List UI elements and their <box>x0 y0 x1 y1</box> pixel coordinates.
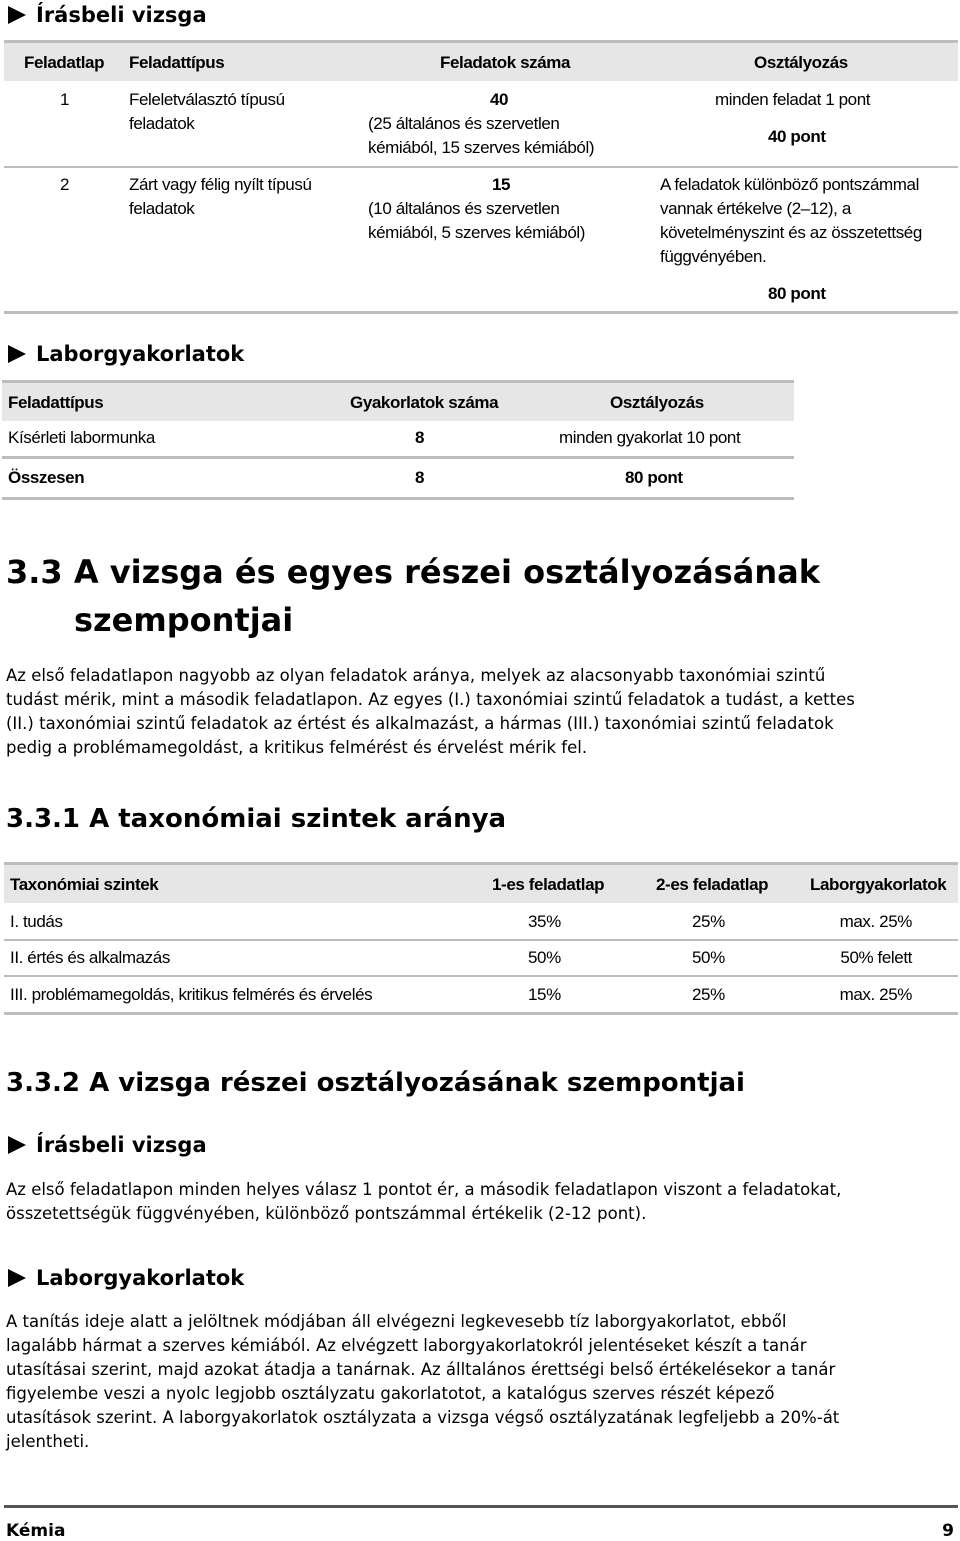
section-3-3-2-title: 3.3.2 A vizsga részei osztályozásának szempontjai <box>6 1068 745 1098</box>
points-total: 80 pont <box>768 284 826 303</box>
grading-text: A feladatok különböző pontszámmal <box>660 175 919 194</box>
grading-text: minden feladat 1 pont <box>715 90 871 109</box>
header-cell: Osztályozás <box>754 53 848 72</box>
value-cell: 50% <box>528 948 561 967</box>
footer-subject: Kémia <box>6 1521 66 1541</box>
lab-paragraph <box>6 1310 956 1454</box>
header-cell: 2-es feladatlap <box>656 875 769 894</box>
triangle-bullet-icon <box>8 345 26 363</box>
triangle-bullet-icon <box>8 1136 26 1154</box>
paragraph-line: (II.) taxonómiai szintű feladatok az értést és alkalmazást, a hármas (III.) taxonómiai szintű feladatok <box>6 714 834 733</box>
paragraph-line: lagalább hármat a szerves kémiából. Az elvégzett laborgyakorlatokról jelentéseket készít a tanár <box>6 1336 807 1355</box>
paragraph-line: Az első feladatlapon nagyobb az olyan feladatok aránya, melyek az alacsonyabb taxonómiai szintű <box>6 666 826 685</box>
value-cell: 50% felett <box>840 948 912 967</box>
total-label: Összesen <box>8 468 85 487</box>
section-3-3-paragraph <box>6 664 956 760</box>
paragraph-line: tudást mérik, mint a második feladatlapon. Az egyes (I.) taxonómiai szintű feladatok a tudást, a kettes <box>6 690 855 709</box>
header-cell: Gyakorlatok száma <box>350 393 499 412</box>
level-cell: II. értés és alkalmazás <box>10 948 170 967</box>
header-cell: Taxonómiai szintek <box>10 875 159 894</box>
task-count-detail: kémiából, 15 szerves kémiából) <box>368 138 595 157</box>
grading-text: követelményszint és az összetettség <box>660 223 922 242</box>
header-cell: Osztályozás <box>610 393 704 412</box>
total-points: 80 pont <box>625 468 683 487</box>
task-type: feladatok <box>129 199 195 218</box>
paragraph-line: összetettségük függvényében, különböző pontszámmal értékelik (2-12 pont). <box>6 1204 647 1223</box>
value-cell: max. 25% <box>839 912 912 931</box>
paragraph-line: utasítások szerint. A laborgyakorlatok osztályzata a vizsga végső osztályzatának legfeljebb a 20%-át <box>6 1408 840 1427</box>
task-type: feladatok <box>129 114 195 133</box>
paragraph-line: figyelembe veszi a nyolc legjobb osztályzatu gakorlatotot, a katalógus szerves részét képező <box>6 1384 775 1403</box>
task-count-detail: kémiából, 5 szerves kémiából) <box>368 223 586 242</box>
task-count: 40 <box>490 90 509 109</box>
header-cell: Laborgyakorlatok <box>810 875 947 894</box>
header-cell: Feladatok száma <box>440 53 571 72</box>
value-cell: 15% <box>528 985 561 1004</box>
lab-heading: Laborgyakorlatok <box>8 342 244 366</box>
table-header <box>4 865 958 903</box>
title-line: szempontjai <box>74 601 294 639</box>
value-cell: 35% <box>528 912 561 931</box>
row-grading: minden gyakorlat 10 pont <box>559 428 741 447</box>
sheet-number: 2 <box>60 175 70 194</box>
row-type: Kísérleti labormunka <box>8 428 155 447</box>
level-cell: III. problémamegoldás, kritikus felmérés és érvelés <box>10 985 373 1004</box>
task-count: 15 <box>492 175 511 194</box>
value-cell: 25% <box>692 912 725 931</box>
grading-text: vannak értékelve (2–12), a <box>660 199 851 218</box>
task-count-detail: (10 általános és szervetlen <box>368 199 560 218</box>
value-cell: 50% <box>692 948 725 967</box>
value-cell: 25% <box>692 985 725 1004</box>
points-total: 40 pont <box>768 127 826 146</box>
paragraph-line: pedig a problémamegoldást, a kritikus felmérést és érvelést mérik fel. <box>6 738 588 757</box>
paragraph-line: jelentheti. <box>6 1432 90 1451</box>
header-cell: Feladattípus <box>8 393 104 412</box>
footer-divider <box>4 1505 958 1508</box>
table-header <box>4 43 958 81</box>
triangle-bullet-icon <box>8 1269 26 1287</box>
title-line: 3.3 A vizsga és egyes részei osztályozásának <box>6 553 820 591</box>
sheet-number: 1 <box>60 90 70 109</box>
paragraph-line: A tanítás ideje alatt a jelöltnek módjában áll elvégezni legkevesebb tíz laborgyakorlatot, ebből <box>6 1312 787 1331</box>
section-3-3-1-title: 3.3.1 A taxonómiai szintek aránya <box>6 804 507 834</box>
value-cell: max. 25% <box>839 985 912 1004</box>
task-type: Zárt vagy félig nyílt típusú <box>129 175 312 194</box>
level-cell: I. tudás <box>10 912 63 931</box>
written-exam-heading: Írásbeli vizsga <box>8 3 207 27</box>
written-exam-subheading: Írásbeli vizsga <box>8 1133 207 1157</box>
header-cell: 1-es feladatlap <box>492 875 605 894</box>
page-number: 9 <box>942 1521 954 1541</box>
task-count-detail: (25 általános és szervetlen <box>368 114 560 133</box>
total-count: 8 <box>415 468 425 487</box>
paragraph-line: utasításai szerint, majd azokat átadja a tanárnak. Az álltalános érettségi belső értékelésekor a tanár <box>6 1360 836 1379</box>
lab-subheading: Laborgyakorlatok <box>8 1266 244 1290</box>
triangle-bullet-icon <box>8 6 26 24</box>
table-header <box>2 383 794 421</box>
grading-text: függvényében. <box>660 247 767 266</box>
paragraph-line: Az első feladatlapon minden helyes válasz 1 pontot ér, a második feladatlapon viszont a feladatokat, <box>6 1180 842 1199</box>
task-type: Feleletválasztó típusú <box>129 90 285 109</box>
written-exam-paragraph <box>6 1178 956 1226</box>
header-cell: Feladatlap <box>24 53 105 72</box>
row-count: 8 <box>415 428 425 447</box>
header-cell: Feladattípus <box>129 53 225 72</box>
section-3-3-title <box>6 548 820 644</box>
